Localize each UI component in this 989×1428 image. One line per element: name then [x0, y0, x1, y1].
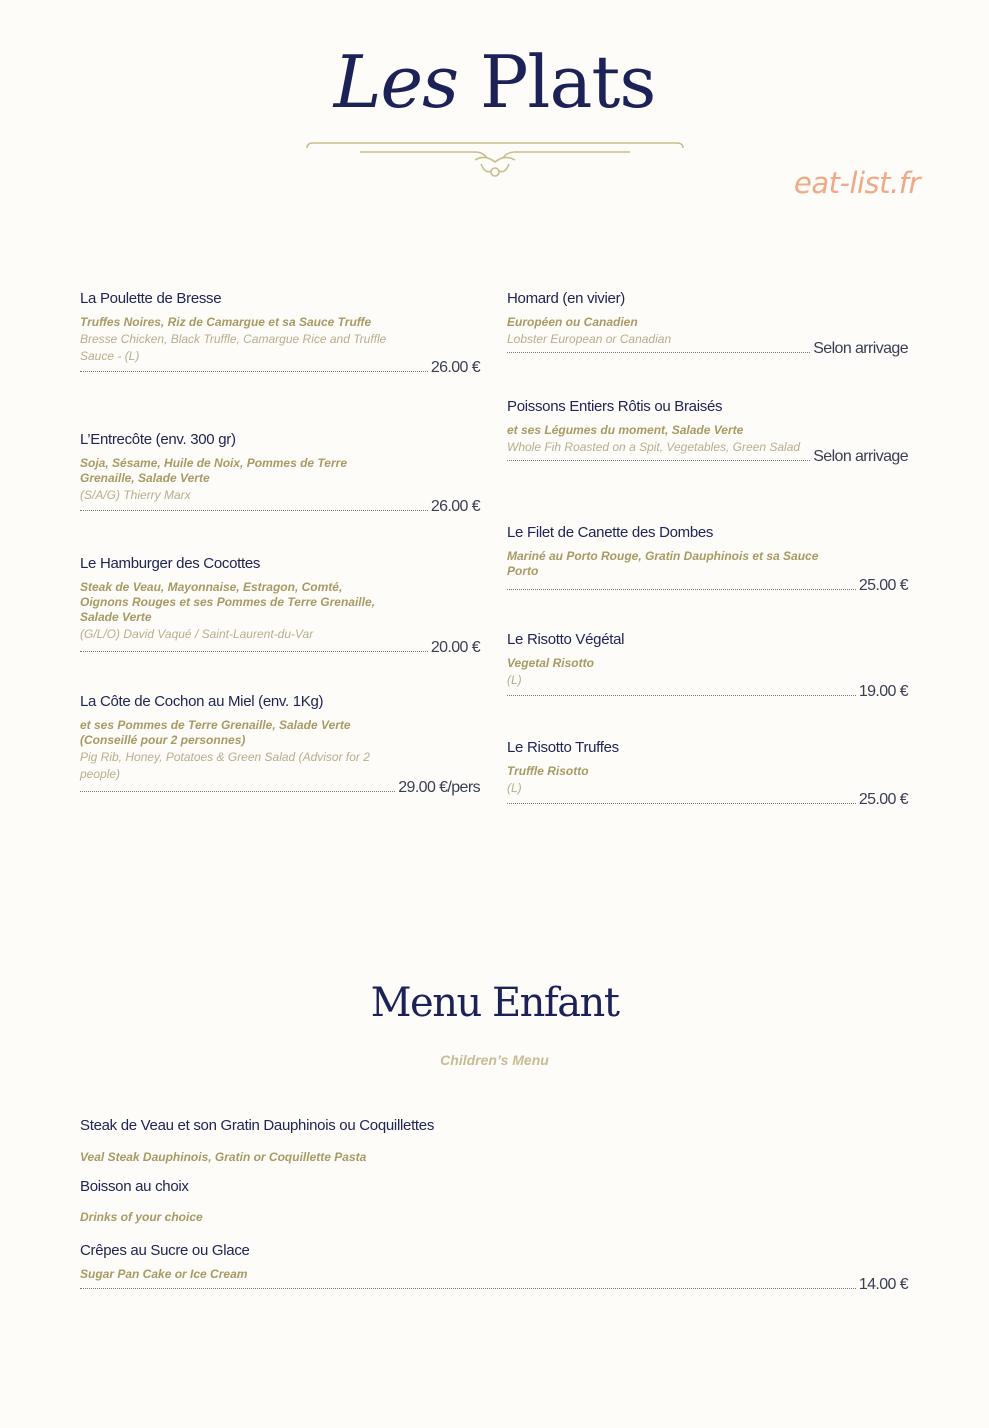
page-title-italic: Les: [333, 40, 459, 124]
dish-description-en: Lobster European or Canadian: [507, 332, 672, 346]
leader-dots: [80, 370, 428, 372]
dish-name: L’Entrecôte (env. 300 gr): [80, 431, 236, 448]
dish-price: Selon arrivage: [813, 340, 908, 357]
kids-item-name: Crêpes au Sucre ou Glace: [80, 1242, 250, 1259]
dish-description-en: (G/L/O) David Vaqué / Saint-Laurent-du-Var: [80, 627, 314, 641]
dish-description-fr: Mariné au Porto Rouge, Gratin Dauphinois et sa Sauce Porto: [507, 549, 819, 578]
dish-description-en: (S/A/G) Thierry Marx: [80, 488, 191, 502]
watermark: eat-list.fr: [794, 166, 920, 200]
leader-dots: [507, 588, 856, 590]
leader-dots: [80, 509, 428, 511]
list-item: [80, 693, 480, 797]
dish-description-fr: Truffes Noires, Riz de Camargue et sa Sauce Truffe: [80, 315, 372, 329]
dish-description-fr: Steak de Veau, Mayonnaise, Estragon, Comté, Oignons Rouges et ses Pommes de Terre Grenaille, Salade Verte: [80, 580, 375, 624]
list-item: [80, 1150, 366, 1164]
page-title: [0, 40, 989, 124]
dish-description-fr: Truffle Risotto: [507, 764, 589, 778]
dish-description-fr: Européen ou Canadien: [507, 315, 638, 329]
dish-description-en: Bresse Chicken, Black Truffle, Camargue Rice and Truffle Sauce - (L): [80, 332, 387, 363]
dish-name: La Côte de Cochon au Miel (env. 1Kg): [80, 693, 324, 710]
dish-price: 26.00 €: [430, 359, 480, 376]
leader-dots: [507, 351, 810, 353]
list-item: [80, 555, 480, 657]
list-item: [80, 1210, 203, 1224]
dish-price: 19.00 €: [858, 683, 908, 700]
dish-name: Le Risotto Truffes: [507, 739, 619, 756]
dish-price: 25.00 €: [858, 791, 908, 808]
list-item: [80, 290, 480, 377]
list-item: [507, 290, 908, 358]
kids-item-description: Veal Steak Dauphinois, Gratin or Coquillette Pasta: [80, 1150, 367, 1164]
leader-dots: [507, 802, 856, 804]
kids-item-name: Boisson au choix: [80, 1178, 189, 1195]
list-item: [80, 431, 480, 516]
dish-description-en: Whole Fih Roasted on a Spit, Vegetables, Green Salad: [507, 440, 801, 454]
dish-description-fr: et ses Pommes de Terre Grenaille, Salade Verte (Conseillé pour 2 personnes): [80, 718, 351, 747]
dish-name: Le Hamburger des Cocottes: [80, 555, 261, 572]
dish-description-fr: Vegetal Risotto: [507, 656, 594, 670]
list-item: [80, 1242, 250, 1259]
dish-price: 26.00 €: [430, 498, 480, 515]
page-title-rest: Plats: [479, 40, 656, 124]
leader-dots: [80, 1287, 856, 1289]
list-item: [507, 398, 908, 466]
dish-description-fr: Soja, Sésame, Huile de Noix, Pommes de Terre Grenaille, Salade Verte: [80, 456, 347, 485]
leader-dots: [80, 650, 428, 652]
dish-description-fr: et ses Légumes du moment, Salade Verte: [507, 423, 744, 437]
leader-dots: [80, 790, 395, 792]
list-item: [80, 1117, 434, 1134]
dish-price: 25.00 €: [858, 577, 908, 594]
kids-price-row: [80, 1276, 908, 1294]
kids-item-description: Drinks of your choice: [80, 1210, 203, 1224]
list-item: [507, 524, 908, 595]
ornament-divider-icon: [305, 138, 685, 184]
leader-dots: [507, 694, 856, 696]
dish-name: Le Filet de Canette des Dombes: [507, 524, 714, 541]
dish-description-en: (L): [507, 781, 522, 795]
kids-menu-subtitle: Children’s Menu: [440, 1052, 549, 1068]
dish-name: Le Risotto Végétal: [507, 631, 625, 648]
dish-name: La Poulette de Bresse: [80, 290, 222, 307]
kids-item-description: Sugar Pan Cake or Ice Cream: [80, 1267, 248, 1281]
kids-item-name: Steak de Veau et son Gratin Dauphinois ou Coquillettes: [80, 1117, 435, 1134]
leader-dots: [507, 459, 810, 461]
kids-menu-price: 14.00 €: [858, 1276, 908, 1293]
dish-price: Selon arrivage: [813, 448, 908, 465]
list-item: [80, 1178, 189, 1195]
dish-name: Homard (en vivier): [507, 290, 625, 307]
dish-description-en: (L): [507, 673, 522, 687]
kids-menu-title: Menu Enfant: [370, 980, 619, 1026]
list-item: [507, 739, 908, 809]
dish-description-en: Pig Rib, Honey, Potatoes & Green Salad (Advisor for 2 people): [80, 750, 370, 781]
list-item: [507, 631, 908, 701]
dish-price: 20.00 €: [430, 639, 480, 656]
dish-name: Poissons Entiers Rôtis ou Braisés: [507, 398, 723, 415]
dish-price: 29.00 €/pers: [398, 779, 480, 796]
